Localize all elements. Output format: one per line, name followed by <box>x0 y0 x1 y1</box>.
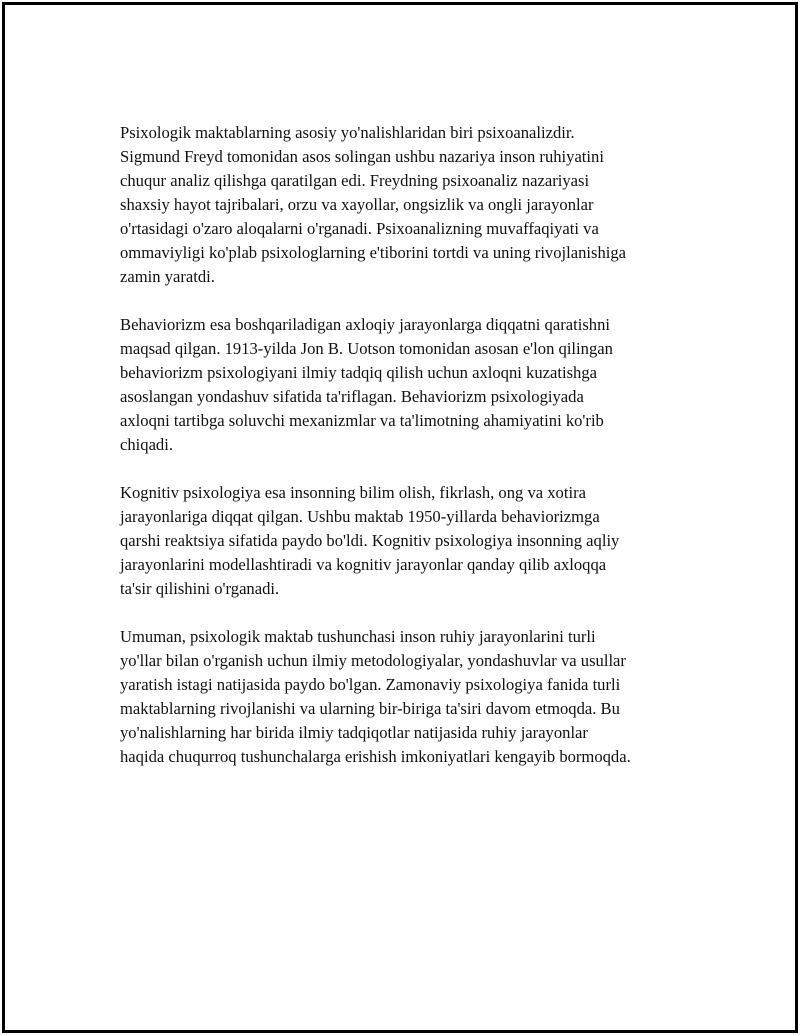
text-line: Kognitiv psixologiya esa insonning bilim olish, fikrlash, ong va xotira <box>120 483 586 502</box>
text-line: yo'nalishlarning har birida ilmiy tadqiqotlar natijasida ruhiy jarayonlar <box>120 723 588 742</box>
text-line: Sigmund Freyd tomonidan asos solingan ushbu nazariya inson ruhiyatini <box>120 147 604 166</box>
document-page <box>2 2 798 1033</box>
document-body <box>120 121 700 793</box>
text-line: jarayonlarini modellashtiradi va kognitiv jarayonlar qanday qilib axloqqa <box>120 555 607 574</box>
text-line: chuqur analiz qilishga qaratilgan edi. Freydning psixoanaliz nazariyasi <box>120 171 590 190</box>
text-line: Psixologik maktablarning asosiy yo'nalishlaridan biri psixoanalizdir. <box>120 123 575 142</box>
text-line: qarshi reaktsiya sifatida paydo bo'ldi. Kognitiv psixologiya insonning aqliy <box>120 531 620 550</box>
text-line: axloqni tartibga soluvchi mexanizmlar va ta'limotning ahamiyatini ko'rib <box>120 411 604 430</box>
text-line: shaxsiy hayot tajribalari, orzu va xayollar, ongsizlik va ongli jarayonlar <box>120 195 594 214</box>
paragraph-conclusion <box>120 625 700 769</box>
text-line: yaratish istagi natijasida paydo bo'lgan. Zamonaviy psixologiya fanida turli <box>120 675 621 694</box>
text-line: asoslangan yondashuv sifatida ta'riflagan. Behaviorizm psixologiyada <box>120 387 584 406</box>
text-line: Behaviorizm esa boshqariladigan axloqiy jarayonlarga diqqatni qaratishni <box>120 315 610 334</box>
text-line: maktablarning rivojlanishi va ularning bir-biriga ta'siri davom etmoqda. Bu <box>120 699 620 718</box>
text-line: o'rtasidagi o'zaro aloqalarni o'rganadi. Psixoanalizning muvaffaqiyati va <box>120 219 599 238</box>
text-line: chiqadi. <box>120 435 173 454</box>
text-line: Umuman, psixologik maktab tushunchasi inson ruhiy jarayonlarini turli <box>120 627 596 646</box>
text-line: haqida chuqurroq tushunchalarga erishish imkoniyatlari kengayib bormoqda. <box>120 747 631 766</box>
text-line: maqsad qilgan. 1913-yilda Jon B. Uotson tomonidan asosan e'lon qilingan <box>120 339 613 358</box>
text-line: zamin yaratdi. <box>120 267 215 286</box>
text-line: jarayonlariga diqqat qilgan. Ushbu maktab 1950-yillarda behaviorizmga <box>120 507 600 526</box>
paragraph-psychoanalysis <box>120 121 700 289</box>
text-line: behaviorizm psixologiyani ilmiy tadqiq qilish uchun axloqni kuzatishga <box>120 363 597 382</box>
text-line: ta'sir qilishini o'rganadi. <box>120 579 280 598</box>
paragraph-cognitive <box>120 481 700 601</box>
text-line: ommaviyligi ko'plab psixologlarning e'tiborini tortdi va uning rivojlanishiga <box>120 243 627 262</box>
paragraph-behaviorism <box>120 313 700 457</box>
text-line: yo'llar bilan o'rganish uchun ilmiy metodologiyalar, yondashuvlar va usullar <box>120 651 626 670</box>
